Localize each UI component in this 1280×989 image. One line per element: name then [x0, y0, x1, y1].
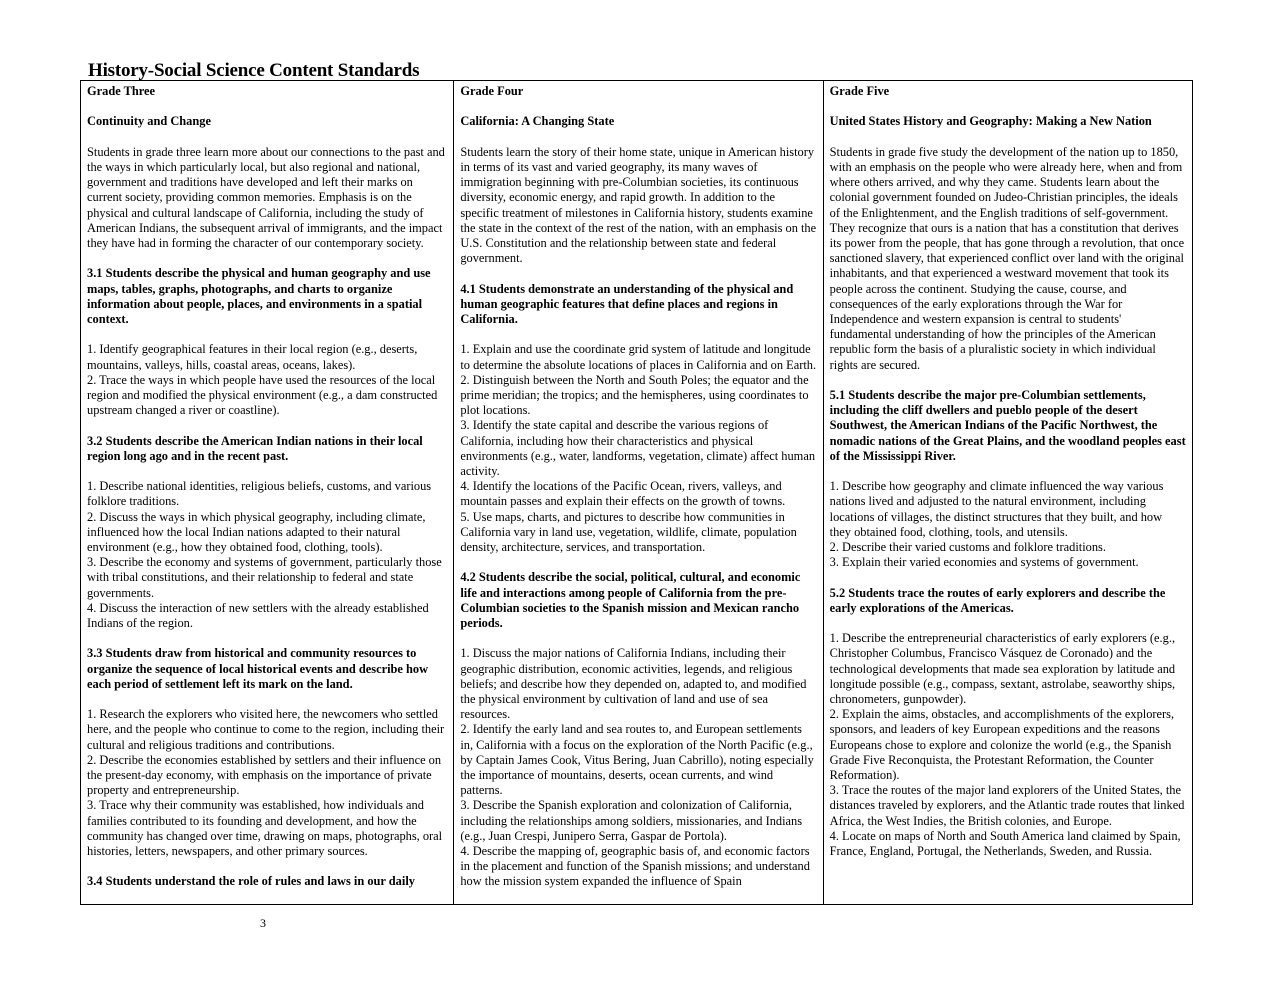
standard-heading: 3.4 Students understand the role of rules and laws in our daily: [87, 874, 415, 889]
standard-item: 5. Use maps, charts, and pictures to describe how communities in California vary in land use, vegetation, wildlife, climate, population density, architecture, services, and transportation.: [460, 509, 797, 555]
standard-item: 3. Explain their varied economies and systems of government.: [829, 555, 1139, 570]
grade-five-column: [823, 81, 1192, 904]
standard-item: 1. Discuss the major nations of California Indians, including their geographic distribution, economic activities, legends, and religious beliefs; and describe how they depended on, adapted to, and modified the physical environment by cultivation of land and use of sea resources.: [460, 646, 807, 722]
grade-theme: Continuity and Change: [87, 114, 211, 129]
standard-heading: 5.1 Students describe the major pre-Columbian settlements, including the cliff dwellers and pueblo people of the desert Southwest, the American Indians of the Pacific Northwest, the nomadic nations of the Great Plains, and the woodland peoples east of the Mississippi River.: [829, 388, 1186, 463]
standard-heading: 4.2 Students describe the social, political, cultural, and economic life and interactions among people of California from the pre-Columbian societies to the Spanish mission and Mexican rancho periods.: [460, 570, 801, 631]
grade-theme: California: A Changing State: [460, 114, 615, 129]
standard-item: 4. Describe the mapping of, geographic basis of, and economic factors in the placement and function of the Spanish missions; and understand how the mission system expanded the influence of Spain: [460, 844, 810, 889]
grade-heading: Grade Four: [460, 84, 524, 98]
grade-theme: United States History and Geography: Making a New Nation: [829, 114, 1152, 129]
standards-table: [80, 80, 1193, 905]
standard-item: 2. Trace the ways in which people have used the resources of the local region and modified the physical environment (e.g., a dam constructed upstream changed a river or coastline).: [87, 372, 438, 418]
standard-item: 1. Explain and use the coordinate grid system of latitude and longitude to determine the absolute locations of places in California and on Earth.: [460, 342, 817, 372]
grade-three-column: [81, 81, 453, 904]
grade-heading: Grade Five: [829, 84, 890, 98]
standard-item: 3. Trace why their community was established, how individuals and families contributed to its founding and development, and how the community has changed over time, drawing on maps, photographs, oral histories, letters, newspapers, and other primary sources.: [87, 798, 443, 859]
standard-item: 2. Describe the economies established by settlers and their influence on the present-day economy, with emphasis on the importance of private property and entrepreneurship.: [87, 752, 442, 798]
standard-item: 1. Describe how geography and climate influenced the way various nations lived and adjusted to the natural environment, including locations of villages, the distinct structures that they built, and how they obtained food, clothing, tools, and utensils.: [829, 479, 1164, 539]
standard-item: 1. Describe the entrepreneurial characteristics of early explorers (e.g., Christopher Columbus, Francisco Vásquez de Coronado) and the technological developments that made sea exploration by latitude and longitude possible (e.g., compass, sextant, astrolabe, seaworthy ships, chronometers, gunpowder).: [829, 631, 1176, 707]
standard-item: 3. Describe the Spanish exploration and colonization of California, including the relationships among soldiers, missionaries, and Indians (e.g., Juan Crespi, Junipero Serra, Gaspar de Portola).: [460, 798, 803, 843]
standard-items: [87, 707, 447, 859]
standard-items: [87, 479, 447, 631]
grade-heading: Grade Three: [87, 84, 156, 98]
standard-item: 2. Identify the early land and sea routes to, and European settlements in, California with a focus on the exploration of the North Pacific (e.g., by Captain James Cook, Vitus Bering, Juan Cabrillo), noting especially the importance of mountains, deserts, ocean currents, and wind patterns.: [460, 722, 814, 798]
standard-item: 2. Discuss the ways in which physical geography, including climate, influenced how the local Indian nations adapted to their natural environment (e.g., how they obtained food, clothing, tools).: [87, 509, 426, 554]
standard-items: [87, 342, 447, 418]
page-number: 3: [260, 916, 266, 930]
standard-items: [830, 631, 1186, 859]
standard-item: 4. Locate on maps of North and South America land claimed by Spain, France, England, Portugal, the Netherlands, Sweden, and Russia.: [829, 828, 1181, 859]
standard-item: 3. Describe the economy and systems of government, particularly those with tribal constitutions, and their relationship to federal and state governments.: [87, 555, 442, 600]
grade-intro: Students in grade five study the development of the nation up to 1850, with an emphasis on the people who were already here, when and from where others arrived, and why they came. Students learn about the colonial government founded on Judeo-Christian principles, the ideals of the Enlightenment, and the English traditions of self-government. They recognize that ours is a nation that has a constitution that derives its power from the people, that has gone through a revolution, that once sanctioned slavery, that experienced conflict over land with the original inhabitants, and that experienced a westward movement that took its people across the continent. Studying the cause, course, and consequences of the early explorations through the War for Independence and western expansion is central to students' fundamental understanding of how the principles of the American republic form the basis of a pluralistic society in which individual rights are secured.: [829, 144, 1185, 372]
document-title: History-Social Science Content Standards: [88, 60, 420, 81]
standard-items: [830, 479, 1186, 570]
standard-heading: 5.2 Students trace the routes of early explorers and describe the early explorations of the Americas.: [829, 585, 1166, 615]
standard-heading: 3.1 Students describe the physical and human geography and use maps, tables, graphs, photographs, and charts to organize information about people, places, and environments in a spatial context.: [87, 266, 431, 326]
standard-item: 1. Describe national identities, religious beliefs, customs, and various folklore traditions.: [87, 479, 432, 509]
standard-items: [460, 646, 816, 889]
grade-four-column: [453, 81, 822, 904]
standard-item: 2. Describe their varied customs and folklore traditions.: [829, 540, 1106, 555]
grade-intro: Students in grade three learn more about our connections to the past and the ways in which particularly local, but also regional and national, government and traditions have developed and left their marks on current society, providing common memories. Emphasis is on the physical and cultural landscape of California, including the study of American Indians, the subsequent arrival of immigrants, and the impact they have had in forming the character of our contemporary society.: [87, 144, 445, 250]
standard-item: 4. Identify the locations of the Pacific Ocean, rivers, valleys, and mountain passes and explain their effects on the growth of towns.: [460, 479, 786, 509]
standard-item: 1. Identify geographical features in their local region (e.g., deserts, mountains, valleys, hills, coastal areas, oceans, lakes).: [87, 342, 418, 372]
standard-item: 1. Research the explorers who visited here, the newcomers who settled here, and the people who continue to come to the region, including their cultural and religious traditions and contributions.: [87, 707, 445, 752]
standard-item: 2. Distinguish between the North and South Poles; the equator and the prime meridian; the tropics; and the hemispheres, using coordinates to plot locations.: [460, 372, 809, 418]
standard-item: 2. Explain the aims, obstacles, and accomplishments of the explorers, sponsors, and leaders of key European expeditions and the reasons Europeans chose to explore and colonize the world (e.g., the Spanish Grade Five Reconquista, the Protestant Reformation, the Counter Reformation).: [829, 707, 1175, 783]
standard-heading: 3.3 Students draw from historical and community resources to organize the sequence of local historical events and describe how each period of settlement left its mark on the land.: [87, 646, 429, 691]
standard-items: [460, 342, 816, 555]
grade-intro: Students learn the story of their home state, unique in American history in terms of its vast and varied geography, its many waves of immigration beginning with pre-Columbian societies, its continuous diversity, economic energy, and rapid growth. In addition to the specific treatment of milestones in California history, students examine the state in the context of the rest of the nation, with an emphasis on the U.S. Constitution and the relationship between state and federal government.: [460, 144, 817, 266]
standard-item: 4. Discuss the interaction of new settlers with the already established Indians of the region.: [87, 600, 429, 631]
standard-heading: 4.1 Students demonstrate an understanding of the physical and human geographic features that define places and regions in California.: [460, 281, 794, 326]
standard-item: 3. Trace the routes of the major land explorers of the United States, the distances traveled by explorers, and the Atlantic trade routes that linked Africa, the West Indies, the British colonies, and Europe.: [829, 783, 1185, 828]
standard-heading: 3.2 Students describe the American Indian nations in their local region long ago and in the recent past.: [87, 433, 423, 463]
standard-item: 3. Identify the state capital and describe the various regions of California, including how their characteristics and physical environments (e.g., water, landforms, vegetation, climate) affect human activity.: [460, 418, 816, 479]
